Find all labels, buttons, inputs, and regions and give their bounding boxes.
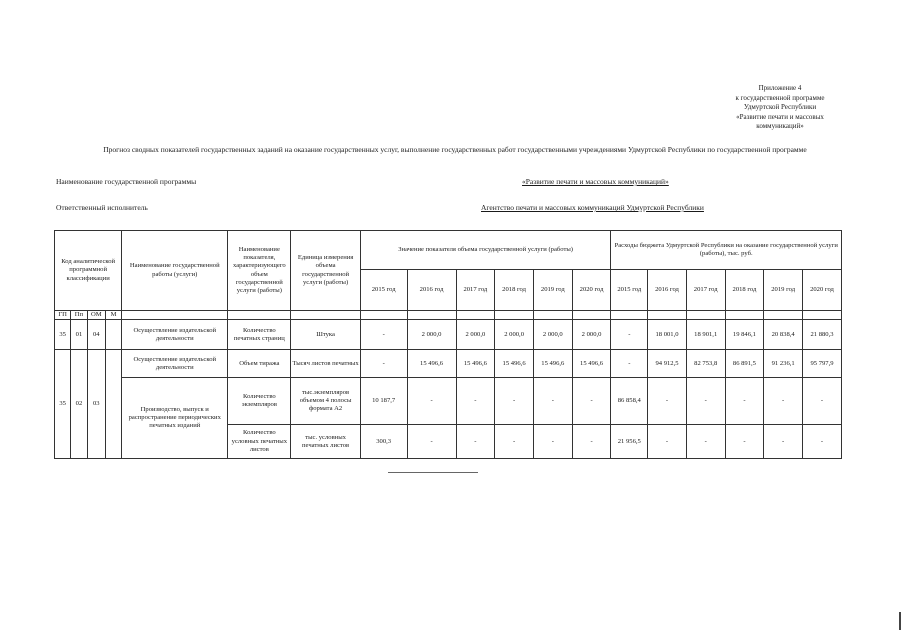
cell-volume: 15 496,6 bbox=[533, 350, 572, 378]
header-expense-year: 2016 год bbox=[648, 270, 687, 311]
cell-expense: 18 001,0 bbox=[648, 320, 687, 350]
header-expense-year: 2018 год bbox=[725, 270, 764, 311]
cell-expense: - bbox=[803, 425, 842, 459]
cell-m bbox=[105, 320, 121, 350]
cell-volume: - bbox=[360, 350, 407, 378]
appendix-line-1: Приложение 4 bbox=[758, 84, 802, 92]
header-unit: Единица измерения объема государственной услуги (работы) bbox=[291, 231, 360, 311]
header-service: Наименование государственной работы (услуги) bbox=[122, 231, 228, 311]
cell-om: 03 bbox=[87, 350, 105, 459]
header-code-m: М bbox=[105, 311, 121, 320]
cell-volume: - bbox=[533, 425, 572, 459]
header-expense-year: 2020 год bbox=[803, 270, 842, 311]
header-code-pp: Пп bbox=[71, 311, 87, 320]
cell-gp: 35 bbox=[55, 350, 71, 459]
cell-expense: 19 846,1 bbox=[725, 320, 764, 350]
cell-expense: 18 901,1 bbox=[686, 320, 725, 350]
header-volume: Значение показателя объема государственной услуги (работы) bbox=[360, 231, 611, 270]
appendix-line-2: к государственной программе bbox=[735, 93, 825, 102]
header-expense-year: 2017 год bbox=[686, 270, 725, 311]
cell-volume: 2 000,0 bbox=[495, 320, 534, 350]
cell-indicator: Объем тиража bbox=[228, 350, 291, 378]
header-expense-year: 2019 год bbox=[764, 270, 803, 311]
table-row bbox=[55, 320, 842, 350]
footer-divider bbox=[388, 472, 478, 473]
cell-unit: Тысяч листов печатных bbox=[291, 350, 360, 378]
cell-expense: - bbox=[725, 378, 764, 425]
cell-expense: - bbox=[611, 350, 648, 378]
header-volume-year: 2016 год bbox=[407, 270, 456, 311]
cell-pp: 02 bbox=[71, 350, 87, 459]
cell-unit: тыс.экземпляров объемом 4 полосы формата А2 bbox=[291, 378, 360, 425]
header-code: Код аналитической программной классификации bbox=[55, 231, 122, 311]
cell-expense: 86 891,5 bbox=[725, 350, 764, 378]
program-label: Наименование государственной программы bbox=[56, 177, 197, 186]
cell-expense: - bbox=[648, 378, 687, 425]
cell-service: Производство, выпуск и распространение периодических печатных изданий bbox=[122, 378, 228, 459]
cell-expense: - bbox=[686, 378, 725, 425]
cell-unit: тыс. условных печатных листов bbox=[291, 425, 360, 459]
header-indicator: Наименование показателя, характеризующего объем государственной услуги (работы) bbox=[228, 231, 291, 311]
cell-expense: - bbox=[764, 425, 803, 459]
appendix-line-3: Удмуртской Республики bbox=[743, 103, 817, 111]
header-code-gp: ГП bbox=[55, 311, 71, 320]
cell-volume: - bbox=[456, 378, 495, 425]
appendix-line-5: коммуникаций» bbox=[756, 122, 804, 130]
cell-volume: 2 000,0 bbox=[533, 320, 572, 350]
cell-expense: 21 880,3 bbox=[803, 320, 842, 350]
cell-gp: 35 bbox=[55, 320, 71, 350]
header-expense-year: 2015 год bbox=[611, 270, 648, 311]
cell-expense: - bbox=[686, 425, 725, 459]
cell-expense: 95 797,9 bbox=[803, 350, 842, 378]
cell-volume: - bbox=[495, 425, 534, 459]
cell-indicator: Количество печатных страниц bbox=[228, 320, 291, 350]
cell-expense: 91 236,1 bbox=[764, 350, 803, 378]
header-volume-year: 2018 год bbox=[495, 270, 534, 311]
cell-indicator: Количество условных печатных листов bbox=[228, 425, 291, 459]
cell-volume: - bbox=[360, 320, 407, 350]
cell-volume: - bbox=[407, 425, 456, 459]
header-volume-year: 2017 год bbox=[456, 270, 495, 311]
cell-service: Осуществление издательской деятельности bbox=[122, 350, 228, 378]
cell-volume: - bbox=[533, 378, 572, 425]
header-volume-year: 2015 год bbox=[360, 270, 407, 311]
cell-pp: 01 bbox=[71, 320, 87, 350]
cell-volume: - bbox=[456, 425, 495, 459]
table-row bbox=[55, 378, 842, 425]
header-expenses: Расходы бюджета Удмуртской Республики на оказание государственной услуги (работы), тыс. руб. bbox=[611, 231, 842, 270]
cell-expense: - bbox=[648, 425, 687, 459]
cell-expense: 94 912,5 bbox=[648, 350, 687, 378]
cell-m bbox=[105, 350, 121, 459]
cell-indicator: Количество экземпляров bbox=[228, 378, 291, 425]
cell-volume: - bbox=[572, 378, 611, 425]
header-code-om: ОМ bbox=[87, 311, 105, 320]
cell-volume: 15 496,6 bbox=[456, 350, 495, 378]
executor-value: Агентство печати и массовых коммуникаций Удмуртской Республики bbox=[481, 203, 704, 212]
appendix-block bbox=[700, 84, 860, 132]
header-volume-year: 2020 год bbox=[572, 270, 611, 311]
cell-expense: - bbox=[725, 425, 764, 459]
document-title: Прогноз сводных показателей государственных заданий на оказание государственных услуг, выполнение государственных работ государственными учреждениями Удмуртской Республики по государственной программе bbox=[103, 145, 807, 154]
cell-expense: 82 753,8 bbox=[686, 350, 725, 378]
cell-volume: 2 000,0 bbox=[456, 320, 495, 350]
program-value: «Развитие печати и массовых коммуникаций» bbox=[522, 177, 669, 186]
cell-volume: 2 000,0 bbox=[572, 320, 611, 350]
cell-service: Осуществление издательской деятельности bbox=[122, 320, 228, 350]
cell-volume: - bbox=[407, 378, 456, 425]
header-volume-year: 2019 год bbox=[533, 270, 572, 311]
indicators-table bbox=[54, 230, 842, 459]
table-row bbox=[55, 350, 842, 378]
cell-expense: 86 858,4 bbox=[611, 378, 648, 425]
cell-unit: Штука bbox=[291, 320, 360, 350]
cell-volume: - bbox=[572, 425, 611, 459]
cell-volume: 15 496,6 bbox=[407, 350, 456, 378]
cell-volume: 15 496,6 bbox=[572, 350, 611, 378]
cell-expense: - bbox=[611, 320, 648, 350]
scan-edge-mark bbox=[899, 612, 901, 630]
cell-expense: - bbox=[764, 378, 803, 425]
cell-volume: 2 000,0 bbox=[407, 320, 456, 350]
cell-expense: 21 956,5 bbox=[611, 425, 648, 459]
executor-label: Ответственный исполнитель bbox=[56, 203, 148, 212]
cell-expense: - bbox=[803, 378, 842, 425]
cell-volume: 300,3 bbox=[360, 425, 407, 459]
cell-expense: 20 838,4 bbox=[764, 320, 803, 350]
cell-om: 04 bbox=[87, 320, 105, 350]
appendix-line-4: «Развитие печати и массовых bbox=[736, 112, 824, 121]
cell-volume: 15 496,6 bbox=[495, 350, 534, 378]
cell-volume: 10 187,7 bbox=[360, 378, 407, 425]
cell-volume: - bbox=[495, 378, 534, 425]
